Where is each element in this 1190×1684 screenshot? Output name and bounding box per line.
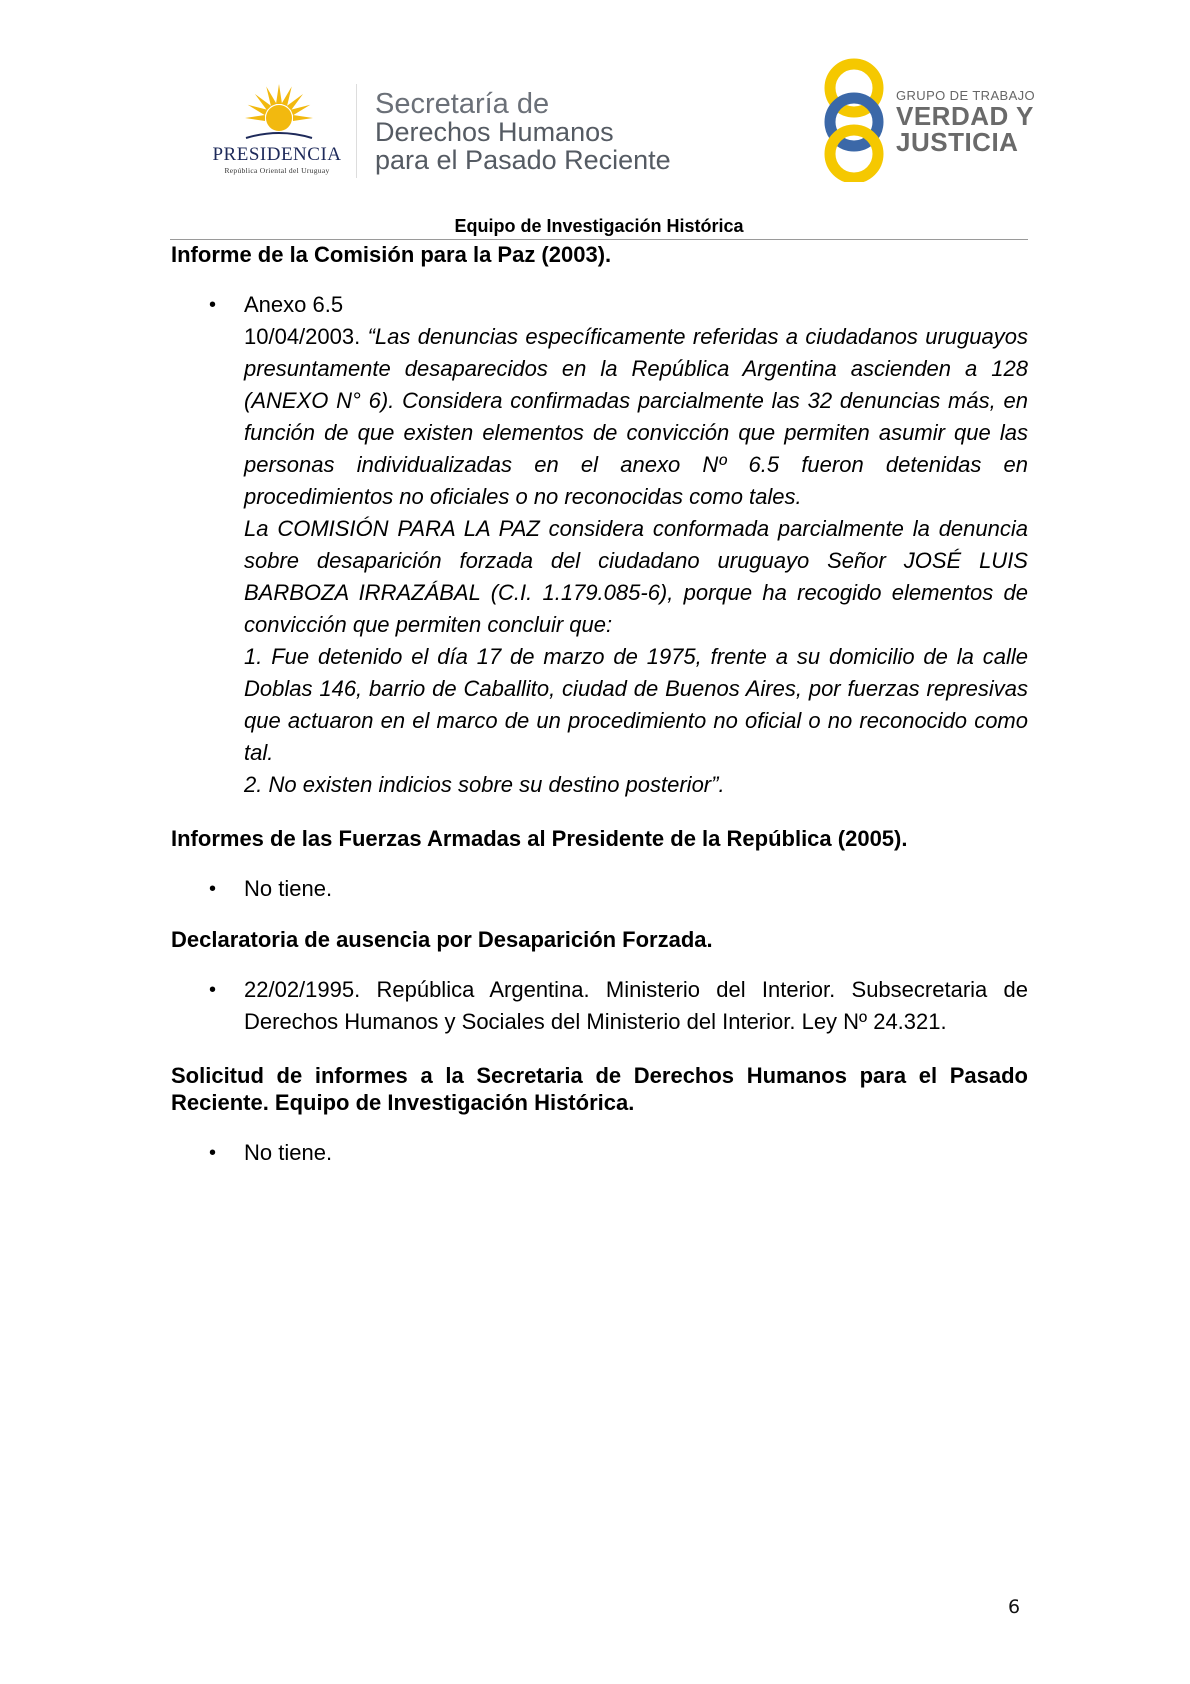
item-text: 22/02/1995. República Argentina. Ministerio del Interior. Subsecretaria de Derechos Humanos y Sociales del Ministerio del Interior. Ley Nº 24.321. (244, 977, 1028, 1034)
header-divider (170, 239, 1028, 240)
section-heading-solicitud: Solicitud de informes a la Secretaria de Derechos Humanos para el Pasado Reciente. Equipo de Investigación Histórica. (171, 1063, 1028, 1115)
section-heading-declaratoria: Declaratoria de ausencia por Desaparición Forzada. (171, 927, 713, 952)
secretaria-line-3: para el Pasado Reciente (375, 145, 671, 175)
vj-line-2: JUSTICIA (896, 127, 1019, 157)
bullet-list (171, 289, 1028, 801)
logo-divider (356, 84, 357, 178)
presidencia-logo (196, 84, 358, 174)
sun-of-may-icon (244, 84, 314, 140)
bullet-icon: • (209, 878, 217, 900)
secretaria-logo-text (375, 90, 671, 174)
presidencia-name: PRESIDENCIA (212, 144, 342, 165)
bullet-icon: • (209, 1142, 217, 1164)
verdad-justicia-text (896, 88, 1035, 155)
secretaria-line-1: Secretaría de (375, 88, 550, 120)
bullet-list (171, 1137, 1028, 1169)
bullet-icon: • (209, 294, 217, 316)
quote-paragraph-3: 1. Fue detenido el día 17 de marzo de 1975, frente a su domicilio de la calle Doblas 146, barrio de Caballito, ciudad de Buenos Aires, por fuerzas represivas que actuaron en el marco de un procedimiento no oficial o no reconocido como tal. (244, 644, 1028, 765)
item-date: 10/04/2003. (244, 324, 368, 349)
bullet-list (171, 974, 1028, 1038)
quote-paragraph-4: 2. No existen indicios sobre su destino posterior”. (244, 772, 725, 797)
quote-paragraph-2: La COMISIÓN PARA LA PAZ considera conformada parcialmente la denuncia sobre desaparición forzada del ciudadano uruguayo Señor JOSÉ LUIS BARBOZA IRRAZÁBAL (C.I. 1.179.085-6), porque ha recogido elementos de convicción que permiten concluir que: (244, 516, 1028, 637)
list-item (171, 1137, 1028, 1169)
quote-text-1: “Las denuncias específicamente referidas a ciudadanos uruguayos presuntamente desaparecidos en la República Argentina ascienden a 128 (ANEXO N° 6). Considera confirmadas parcialmente las 32 denuncias más, en función de que existen elementos de convicción que permiten asumir que las personas individualizadas en el anexo Nº 6.5 fueron detenidas en procedimientos no oficiales o no reconocidas como tales. (244, 324, 1028, 509)
vj-group-label: GRUPO DE TRABAJO (896, 88, 1036, 103)
section-heading-fuerzas-armadas: Informes de las Fuerzas Armadas al Presidente de la República (2005). (171, 826, 908, 851)
list-item (171, 873, 1028, 905)
list-item (171, 974, 1028, 1038)
document-body (171, 241, 1028, 1169)
presidencia-subtitle: República Oriental del Uruguay (224, 166, 330, 175)
bullet-list (171, 873, 1028, 905)
header-title: Equipo de Investigación Histórica (454, 216, 744, 236)
vj-line-1: VERDAD Y (896, 101, 1034, 131)
page-number: 6 (1008, 1596, 1021, 1618)
quote-paragraph-1 (244, 321, 1028, 513)
item-label: Anexo 6.5 (244, 292, 344, 317)
secretaria-line-2: Derechos Humanos (375, 117, 614, 147)
section-heading-comision-paz: Informe de la Comisión para la Paz (2003). (171, 242, 612, 267)
item-text: No tiene. (244, 1140, 333, 1165)
item-text: No tiene. (244, 876, 333, 901)
bullet-icon: • (209, 979, 217, 1001)
list-item-anexo (171, 289, 1028, 801)
